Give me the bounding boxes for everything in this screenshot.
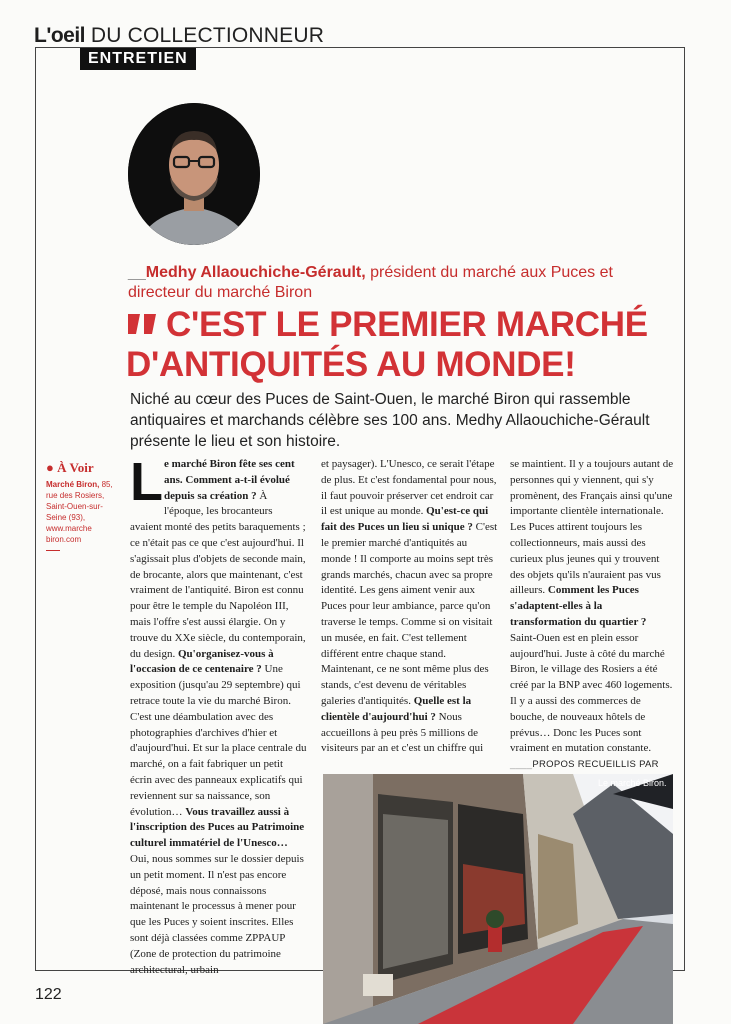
article-column-1	[130, 452, 307, 978]
a-voir-box	[46, 460, 116, 551]
standfirst: Niché au cœur des Puces de Saint-Ouen, le marché Biron qui rassemble antiquaires et marchands célèbre ses 100 ans. Medhy Allaouchiche-Gérault présente le lieu et son histoire.	[130, 391, 650, 450]
a-voir-title: À Voir	[57, 460, 94, 475]
interviewee-intro: __Medhy Allaouchiche-Gérault, président du marché aux Puces et directeur du marché Biron	[128, 264, 613, 301]
credit-prefix: PROPOS RECUEILLIS PAR	[532, 759, 659, 771]
brand-subtitle: DU COLLECTIONNEUR	[90, 24, 325, 47]
market-photo	[323, 774, 673, 1024]
a-voir-website: www.marche biron.com	[46, 524, 92, 544]
question-5: Quelle est la clientèle d'aujourd'hui ?	[321, 694, 472, 723]
answer-1: À l'époque, les brocanteurs avaient monté des petits baraquements ; ce n'était pas ce que c'est aujourd'hui. Il s'agissait plus d'objets de seconde main, de brocante, alors que maintenant, c'est vraiment de l'antiquité. Biron est connu pour être le temple du Napoléon III, mais l'offre s'est aussi élargie. On y trouve du XXe siècle, du contemporain, du design.	[130, 489, 306, 660]
article-credit: ____PROPOS RECUEILLIS PAR	[510, 759, 659, 786]
a-voir-venue: Marché Biron,	[46, 480, 100, 489]
article-column-2	[321, 457, 498, 757]
pin-icon: ●	[46, 460, 54, 475]
page-number: 122	[35, 986, 62, 1003]
quote-mark-icon	[126, 305, 166, 345]
headline	[126, 305, 686, 385]
section-label: ENTRETIEN	[80, 48, 196, 70]
a-voir-address: 85, rue des Rosiers, Saint-Ouen-sur-Seine (93),	[46, 480, 113, 522]
interviewee-role: président du marché aux Puces et directeur du marché Biron	[128, 264, 613, 301]
magazine-brand	[34, 24, 324, 48]
question-1: e marché Biron fête ses cent ans. Comment a-t-il évolué depuis sa création ?	[164, 458, 295, 502]
headline-line-1: C'EST LE PREMIER MARCHÉ	[166, 305, 648, 344]
article-column-3	[510, 457, 675, 789]
photo-caption: Le marché Biron.	[598, 778, 667, 788]
headline-line-2: D'ANTIQUITÉS AU MONDE!	[126, 345, 576, 384]
interviewee-name: Medhy Allaouchiche-Gérault,	[145, 264, 366, 281]
answer-3-continued: et paysager). L'Unesco, ce serait l'étape de plus. Et c'est fondamental pour nous, il faut pouvoir préserver cet endroit car il est unique au monde.	[321, 458, 497, 518]
answer-4: C'est le premier marché d'antiquités au monde ! Il comporte au moins sept très grands marchés, chacun avec sa propre identité. Les gens aiment venir aux Puces pour leur ambiance, parce qu'on traverse le temps. Comme si on visitait un musée, en fait. C'est tellement différent entre chaque stand. Maintenant, ce ne sont même plus des stands, c'est devenu de véritables galeries d'antiquités.	[321, 521, 498, 707]
answer-3: Oui, nous sommes sur le dossier depuis un petit moment. Il n'est pas encore déposé, mais nous connaissons maintenant le processus à mener pour que les Puces y soient inscrites. Elles sont déjà classées comme ZPPAUP (Zone de protection du patrimoine architectural, urbain	[130, 852, 304, 976]
a-voir-divider	[46, 550, 60, 551]
answer-5: Nous accueillons à peu près 5 millions de visiteurs par an et c'est un chiffre qui	[321, 710, 484, 755]
question-6: Comment les Puces s'adaptent-elles à la transformation du quartier ?	[510, 584, 647, 628]
answer-6: Saint-Ouen est en plein essor aujourd'hui. Juste à côté du marché Biron, le village des Rosiers a été créé par la BNP avec 460 logements. Il y a aussi des commerces de bouche, de nouveaux hôtels de prévus… Donc les Puces sont vraiment en mutation constante.	[510, 631, 673, 755]
question-3: Vous travaillez aussi à l'inscription des Puces au Patrimoine culturel immatériel de l'Unesco…	[130, 805, 305, 850]
interviewee-portrait	[128, 103, 260, 245]
question-4: Qu'est-ce qui fait des Puces un lieu si unique ?	[321, 505, 489, 534]
drop-cap: L	[130, 452, 163, 512]
answer-5-continued: se maintient. Il y a toujours autant de personnes qui y viennent, qui s'y promènent, des Français ainsi qu'une importante clientèle internationale. Les Puces attirent toujours les collectionneurs, mais aussi des curieux plus jeunes qui y trouvent des objets qu'ils n'auraient pas vus ailleurs.	[510, 458, 674, 597]
answer-2: Une exposition (jusqu'au 29 septembre) qui retrace toute la vie du marché Biron. C'est une déambulation avec des photographies d'archives d'hier et d'aujourd'hui. Et sur la place centrale du marché, on a fait fabriquer un petit écrin avec des panneaux explicatifs qui reviennent sur sa naissance, son évolution…	[130, 663, 307, 818]
question-2: Qu'organisez-vous à l'occasion de ce centenaire ?	[130, 647, 274, 676]
brand-logo: L'oeil	[34, 24, 85, 47]
